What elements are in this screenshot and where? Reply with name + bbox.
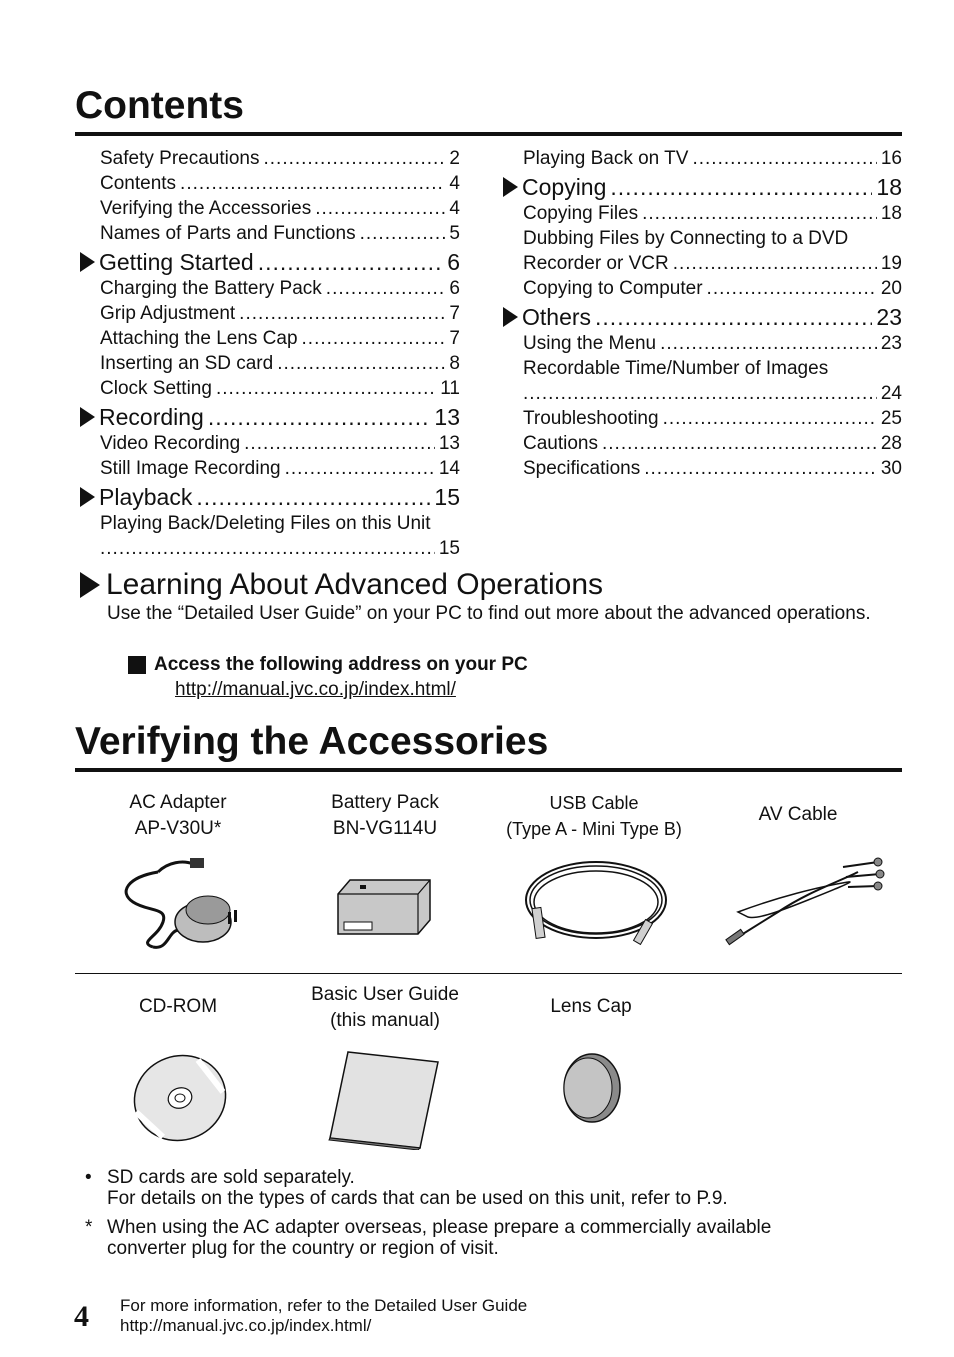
leader-dots (360, 221, 446, 246)
toc-page: 7 (449, 303, 460, 324)
toc-label: Attaching the Lens Cap (100, 328, 298, 349)
toc-entry-line: Dubbing Files by Connecting to a DVD (523, 228, 849, 249)
footer-line: For more information, refer to the Detailed User Guide (120, 1296, 528, 1315)
leader-dots (315, 196, 445, 221)
leader-dots (610, 173, 872, 201)
toc-label: Getting Started (99, 249, 254, 275)
note-ac-adapter (85, 1217, 771, 1259)
access-label-row (128, 654, 528, 676)
arrow-icon (80, 487, 95, 507)
toc-label: Video Recording (100, 433, 241, 454)
toc-label: Recorder or VCR (523, 253, 669, 274)
accessory-av-cable (718, 802, 878, 952)
toc-entry[interactable] (80, 276, 460, 301)
toc-entry[interactable] (80, 536, 460, 561)
toc-entry[interactable] (80, 171, 460, 196)
toc-label: Contents (100, 173, 177, 194)
toc-page: 28 (880, 433, 902, 454)
toc-section[interactable] (80, 403, 460, 431)
accessory-model: BN-VG114U (332, 818, 438, 839)
toc-label: Copying to Computer (523, 278, 703, 299)
toc-label: Clock Setting (100, 378, 212, 399)
toc-label: Verifying the Accessories (100, 198, 312, 219)
usb-cable-icon (514, 848, 674, 958)
toc-label: Troubleshooting (523, 408, 659, 429)
arrow-icon (80, 407, 95, 427)
contents-title: Contents (75, 84, 244, 127)
bullet-mark: • (85, 1167, 92, 1188)
toc-page: 6 (449, 278, 460, 299)
toc-page: 20 (880, 278, 902, 299)
toc-entry[interactable] (503, 456, 902, 481)
toc-entry[interactable] (80, 146, 460, 171)
leader-dots (302, 326, 446, 351)
toc-entry[interactable] (503, 406, 902, 431)
asterisk-mark: * (85, 1217, 93, 1238)
arrow-icon (80, 252, 95, 272)
toc-entry[interactable] (503, 276, 902, 301)
arrow-icon (80, 572, 100, 598)
leader-dots (239, 301, 445, 326)
av-cable-icon (718, 842, 888, 952)
toc-page: 18 (880, 203, 902, 224)
toc-label: Recording (99, 404, 204, 430)
toc-page: 4 (449, 173, 460, 194)
accessory-user-guide (285, 982, 485, 1150)
toc-entry[interactable] (503, 251, 902, 276)
access-label: Access the following address on your PC (154, 654, 528, 675)
toc-label: Grip Adjustment (100, 303, 236, 324)
toc-label: Playing Back on TV (523, 148, 689, 169)
toc-section[interactable] (503, 173, 902, 201)
toc-entry[interactable] (503, 431, 902, 456)
lens-cap-icon (556, 1050, 626, 1125)
accessories-title: Verifying the Accessories (75, 720, 549, 763)
leader-dots (663, 406, 877, 431)
toc-page: 25 (880, 408, 902, 429)
accessory-name: AC Adapter (129, 792, 227, 813)
footer-url[interactable]: http://manual.jvc.co.jp/index.html/ (120, 1316, 372, 1335)
accessory-lens-cap (521, 994, 661, 1125)
leader-dots (660, 331, 877, 356)
toc-page: 16 (880, 148, 902, 169)
toc-page: 23 (880, 333, 902, 354)
toc-label: Inserting an SD card (100, 353, 274, 374)
toc-entry[interactable] (80, 351, 460, 376)
leader-dots (707, 276, 877, 301)
toc-label: Copying Files (523, 203, 639, 224)
toc-page: 5 (449, 223, 460, 244)
toc-entry[interactable] (503, 146, 902, 171)
toc-label: Charging the Battery Pack (100, 278, 322, 299)
accessory-name: Lens Cap (550, 996, 632, 1017)
ac-adapter-icon (108, 852, 248, 952)
toc-section[interactable] (80, 483, 460, 511)
leader-dots (277, 351, 445, 376)
arrow-icon (503, 177, 518, 197)
toc-page: 13 (438, 433, 460, 454)
toc-page: 30 (880, 458, 902, 479)
accessory-name: USB Cable (549, 793, 639, 813)
toc-entry[interactable] (503, 331, 902, 356)
accessory-name: CD-ROM (138, 996, 218, 1017)
leader-dots (326, 276, 446, 301)
leader-dots (100, 536, 435, 561)
accessory-usb-cable (494, 790, 694, 958)
toc-page: 14 (438, 458, 460, 479)
arrow-icon (503, 307, 518, 327)
user-guide-icon (320, 1050, 450, 1150)
cd-rom-icon (128, 1052, 228, 1142)
accessory-ac-adapter (98, 790, 258, 952)
toc-entry[interactable] (80, 221, 460, 246)
advanced-description: Use the “Detailed User Guide” on your PC to find out more about the advanced operations. (107, 603, 871, 624)
accessory-battery-pack (305, 790, 465, 942)
accessory-name: AV Cable (758, 804, 838, 825)
note-line: For details on the types of cards that can be used on this unit, refer to P.9. (107, 1188, 728, 1209)
note-sd-cards (85, 1167, 771, 1209)
toc-page: 7 (449, 328, 460, 349)
toc-label: Names of Parts and Functions (100, 223, 356, 244)
leader-dots (208, 403, 431, 431)
square-bullet-icon (128, 656, 146, 674)
toc-entry[interactable] (80, 326, 460, 351)
note-line: converter plug for the country or region of visit. (107, 1238, 499, 1259)
toc-entry[interactable] (80, 456, 460, 481)
leader-dots (244, 431, 435, 456)
toc-entry-line: Playing Back/Deleting Files on this Unit (100, 513, 431, 534)
toc-page: 18 (876, 174, 902, 200)
toc-page: 19 (880, 253, 902, 274)
toc-entry[interactable] (80, 301, 460, 326)
toc-label: Specifications (523, 458, 641, 479)
toc-entry[interactable] (80, 376, 460, 401)
footer (120, 1296, 527, 1336)
toc-section[interactable] (503, 303, 902, 331)
note-line: When using the AC adapter overseas, please prepare a commercially available (107, 1217, 772, 1238)
toc-page: 15 (438, 538, 460, 559)
accessory-model: AP-V30U* (134, 818, 222, 839)
title-rule (75, 132, 902, 136)
toc-page: 15 (434, 484, 460, 510)
leader-dots (216, 376, 436, 401)
toc-page: 11 (440, 378, 460, 399)
accessory-model: (Type A - Mini Type B) (506, 819, 682, 839)
note-line: SD cards are sold separately. (107, 1167, 355, 1188)
leader-dots (263, 146, 445, 171)
leader-dots (258, 248, 444, 276)
toc-label: Playback (99, 484, 193, 510)
toc-page: 4 (449, 198, 460, 219)
toc-right-column (503, 146, 902, 481)
advanced-title: Learning About Advanced Operations (106, 568, 604, 601)
leader-dots (285, 456, 435, 481)
toc-page: 8 (449, 353, 460, 374)
toc-entry[interactable] (503, 381, 902, 406)
toc-left-column (80, 146, 460, 561)
leader-dots (642, 201, 877, 226)
toc-label: Others (522, 304, 592, 330)
toc-page: 2 (449, 148, 460, 169)
accessory-name: Basic User Guide (311, 984, 459, 1005)
toc-page: 6 (447, 249, 460, 275)
leader-dots (602, 431, 877, 456)
toc-entry[interactable] (80, 431, 460, 456)
accessory-name: Battery Pack (331, 792, 439, 813)
toc-label: Using the Menu (523, 333, 657, 354)
toc-entry[interactable] (503, 201, 902, 226)
toc-label: Copying (522, 174, 607, 200)
leader-dots (180, 171, 445, 196)
toc-section[interactable] (80, 248, 460, 276)
row-divider (75, 973, 902, 974)
toc-entry[interactable] (80, 196, 460, 221)
leader-dots (644, 456, 877, 481)
battery-pack-icon (330, 872, 440, 942)
manual-url-link[interactable]: http://manual.jvc.co.jp/index.html/ (175, 679, 456, 700)
toc-page: 13 (434, 404, 460, 430)
leader-dots (673, 251, 877, 276)
advanced-section-heading (80, 568, 603, 602)
leader-dots (692, 146, 876, 171)
toc-label: Safety Precautions (100, 148, 260, 169)
toc-label: Cautions (523, 433, 598, 454)
toc-page: 24 (880, 383, 902, 404)
accessories-rule (75, 768, 902, 772)
notes (85, 1167, 771, 1267)
accessory-model: (this manual) (330, 1010, 440, 1031)
toc-entry-line: Recordable Time/Number of Images (523, 358, 829, 379)
toc-page: 23 (876, 304, 902, 330)
leader-dots (196, 483, 430, 511)
leader-dots (595, 303, 872, 331)
page-number: 4 (74, 1300, 89, 1333)
leader-dots (523, 381, 877, 406)
accessory-cd-rom (98, 994, 258, 1142)
toc-label: Still Image Recording (100, 458, 281, 479)
